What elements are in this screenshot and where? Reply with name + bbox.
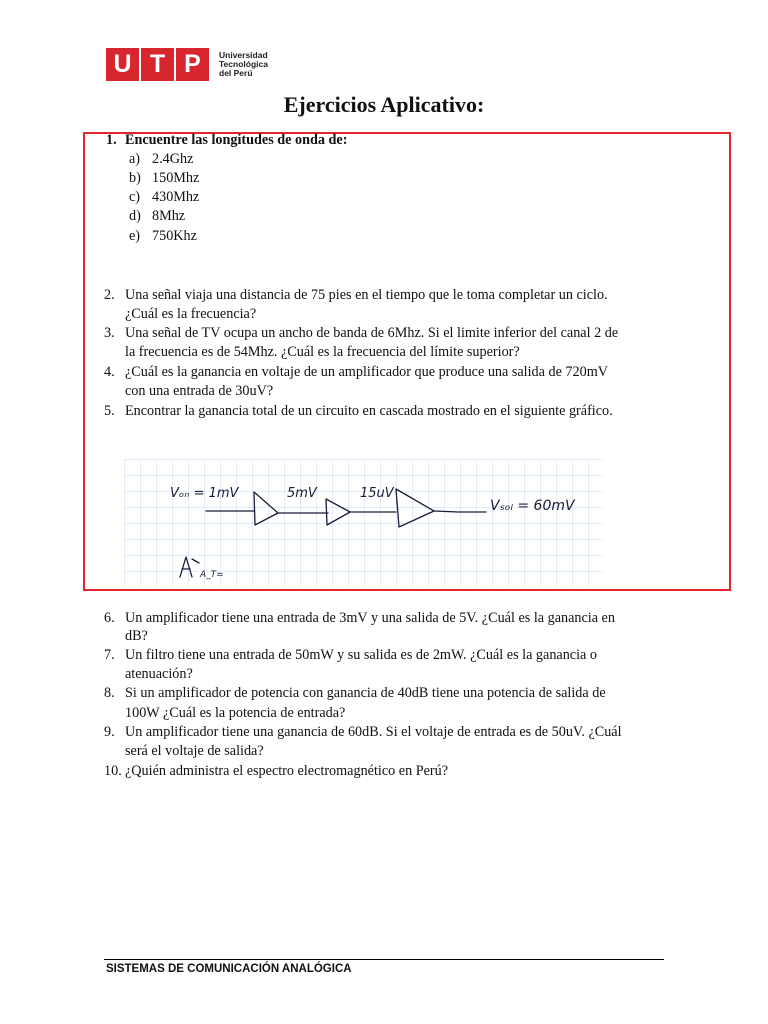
question-number: 5. xyxy=(104,403,115,419)
logo-letter-p: P xyxy=(176,48,209,81)
option-letter: c) xyxy=(129,189,141,205)
option-letter: b) xyxy=(129,170,141,186)
stage2-label: 15uV xyxy=(360,486,394,501)
question-line: ¿Cuál es la frecuencia? xyxy=(125,306,257,322)
question-line: Un filtro tiene una entrada de 50mW y su salida es de 2mW. ¿Cuál es la ganancia o xyxy=(125,647,597,663)
page-title: Ejercicios Aplicativo: xyxy=(283,92,485,117)
question-text: Encuentre las longitudes de onda de: xyxy=(125,132,348,148)
question-line: con una entrada de 30uV? xyxy=(125,383,274,399)
cascade-amplifier-sketch xyxy=(124,459,602,586)
option-text: 750Khz xyxy=(152,228,197,244)
option-text: 8Mhz xyxy=(152,208,186,224)
question-line: Un amplificador tiene una entrada de 3mV y una salida de 5V. ¿Cuál es la ganancia en xyxy=(125,610,615,626)
question-line: Encontrar la ganancia total de un circuito en cascada mostrado en el siguiente gráfico. xyxy=(125,403,613,419)
logo-line: del Perú xyxy=(219,68,253,78)
question-number: 9. xyxy=(104,724,115,740)
question-line: ¿Quién administra el espectro electromagnético en Perú? xyxy=(125,763,449,779)
vout-label: Vₛₒₗ = 60mV xyxy=(490,498,575,514)
question-number: 2. xyxy=(104,287,115,303)
question-number: 3. xyxy=(104,325,115,341)
logo-text xyxy=(219,51,268,78)
logo-line: Universidad xyxy=(219,50,268,60)
question-line: la frecuencia es de 54Mhz. ¿Cuál es la frecuencia del límite superior? xyxy=(125,344,520,360)
question-line: Una señal viaja una distancia de 75 pies en el tiempo que le toma completar un ciclo. xyxy=(125,287,608,303)
option-text: 2.4Ghz xyxy=(152,151,194,167)
option-text: 150Mhz xyxy=(152,170,200,186)
stage1-label: 5mV xyxy=(287,486,317,501)
option-letter: a) xyxy=(129,151,141,167)
question-line: Un amplificador tiene una ganancia de 60dB. Si el voltaje de entrada es de 50uV. ¿Cuál xyxy=(125,724,622,740)
footer-divider xyxy=(104,959,664,960)
question-number: 1. xyxy=(106,132,117,148)
question-number: 7. xyxy=(104,647,115,663)
question-line: 100W ¿Cuál es la potencia de entrada? xyxy=(125,705,346,721)
question-line: atenuación? xyxy=(125,666,193,682)
logo-line: Tecnológica xyxy=(219,59,268,69)
utp-logo xyxy=(106,48,268,81)
question-number: 8. xyxy=(104,685,115,701)
option-text: 430Mhz xyxy=(152,189,200,205)
total-gain-label: A_T= xyxy=(200,570,224,580)
question-number: 4. xyxy=(104,364,115,380)
question-line: Una señal de TV ocupa un ancho de banda de 6Mhz. Si el limite inferior del canal 2 de xyxy=(125,325,619,341)
question-number: 10. xyxy=(104,763,122,779)
grid-paper xyxy=(124,459,602,586)
question-line: será el voltaje de salida? xyxy=(125,743,264,759)
question-line: ¿Cuál es la ganancia en voltaje de un amplificador que produce una salida de 720mV xyxy=(125,364,608,380)
question-number: 6. xyxy=(104,610,115,626)
vin-label: Vₒₙ = 1mV xyxy=(170,486,239,501)
question-line: Si un amplificador de potencia con ganancia de 40dB tiene una potencia de salida de xyxy=(125,685,606,701)
option-letter: e) xyxy=(129,228,141,244)
option-letter: d) xyxy=(129,208,141,224)
question-line: dB? xyxy=(125,628,148,644)
logo-letter-t: T xyxy=(141,48,174,81)
logo-letter-u: U xyxy=(106,48,139,81)
footer-course-name: SISTEMAS DE COMUNICACIÓN ANALÓGICA xyxy=(106,963,352,975)
